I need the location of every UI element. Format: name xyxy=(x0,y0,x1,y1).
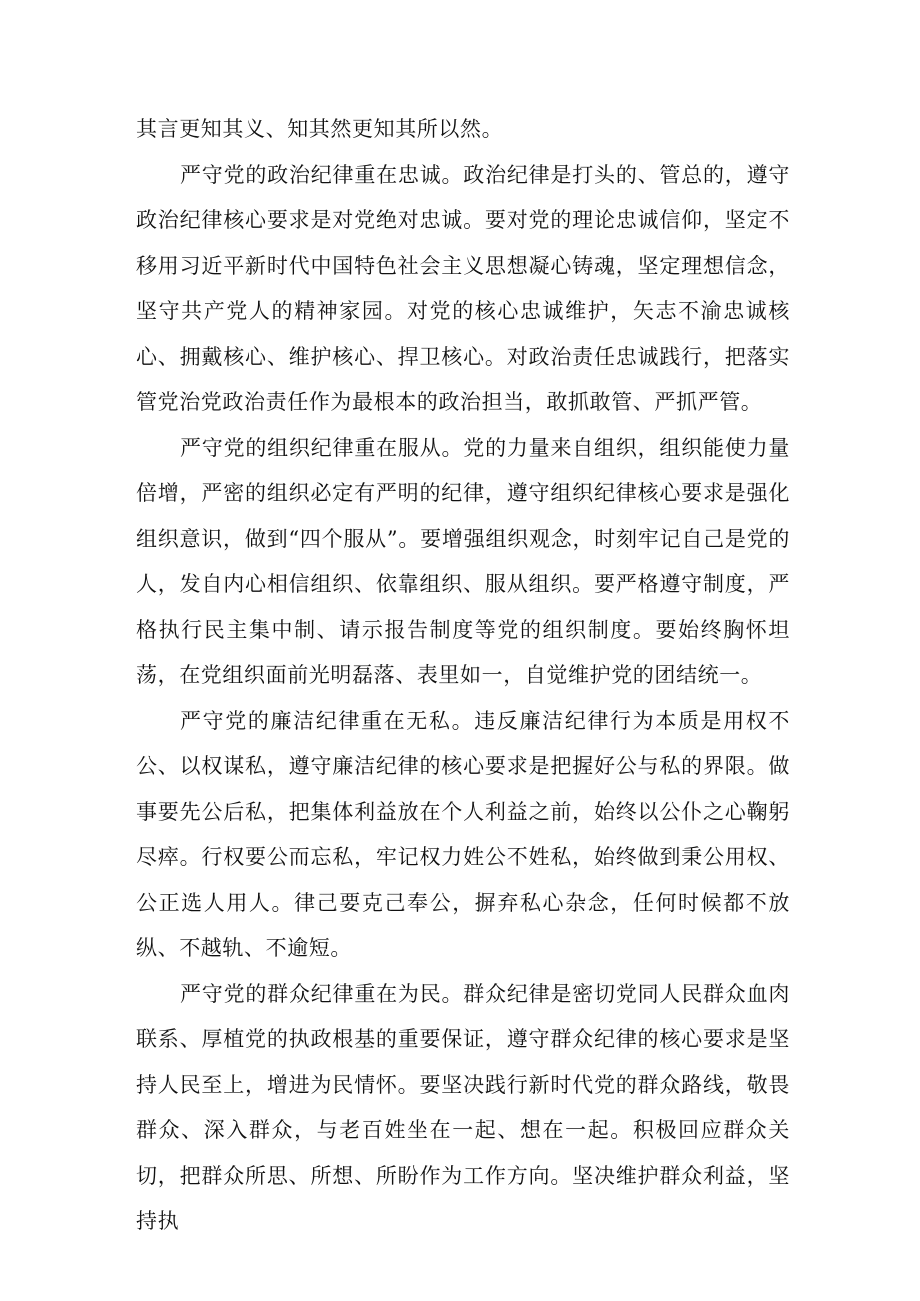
paragraph-continuation: 其言更知其义、知其然更知其所以然。 xyxy=(136,117,504,141)
paragraph-organizational-discipline: 严守党的组织纪律重在服从。党的力量来自组织，组织能使力量倍增，严密的组织必定有严明的纪律，遵守组织纪律核心要求是强化组织意识，做到“四个服从”。要增强组织观念，时刻牢记自己是党的人，发自内心相信组织、依靠组织、服从组织。要严格遵守制度，严格执行民主集中制、请示报告制度等党的组织制度。要始终胸怀坦荡，在党组织面前光明磊落、表里如一，自觉维护党的团结统一。 xyxy=(136,435,790,687)
paragraph-integrity-discipline: 严守党的廉洁纪律重在无私。违反廉洁纪律行为本质是用权不公、以权谋私，遵守廉洁纪律的核心要求是把握好公与私的界限。做事要先公后私，把集体利益放在个人利益之前，始终以公仆之心鞠躬尽瘁。行权要公而忘私，牢记权力姓公不姓私，始终做到秉公用权、公正选人用人。律己要克己奉公，摒弃私心杂念，任何时候都不放纵、不越轨、不逾短。 xyxy=(136,708,790,960)
paragraph-political-discipline: 严守党的政治纪律重在忠诚。政治纪律是打头的、管总的，遵守政治纪律核心要求是对党绝对忠诚。要对党的理论忠诚信仰，坚定不移用习近平新时代中国特色社会主义思想凝心铸魂，坚定理想信念，坚守共产党人的精神家园。对党的核心忠诚维护，矢志不渝忠诚核心、拥戴核心、维护核心、捍卫核心。对政治责任忠诚践行，把落实管党治党政治责任作为最根本的政治担当，敢抓敢管、严抓严管。 xyxy=(136,162,790,414)
document-body xyxy=(136,107,790,1245)
paragraph-mass-discipline: 严守党的群众纪律重在为民。群众纪律是密切党同人民群众血肉联系、厚植党的执政根基的重要保证，遵守群众纪律的核心要求是坚持人民至上，增进为民情怀。要坚决践行新时代党的群众路线，敬畏群众、深入群众，与老百姓坐在一起、想在一起。积极回应群众关切，把群众所思、所想、所盼作为工作方向。坚决维护群众利益，坚持执 xyxy=(136,981,790,1233)
